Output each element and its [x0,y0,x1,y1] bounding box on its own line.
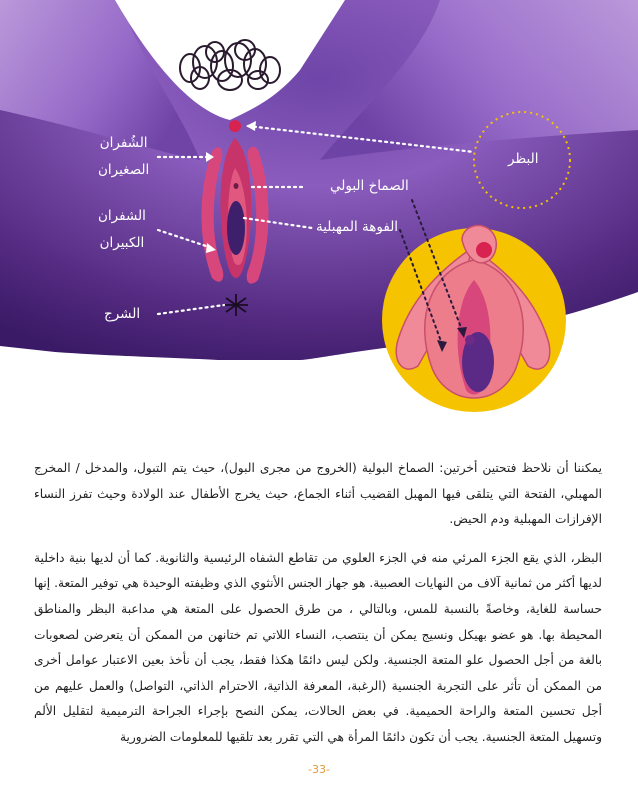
body-text [34,456,602,751]
page-number: -33- [308,763,330,776]
vaginal-opening-shape [227,201,245,255]
label-labia-majora-line1: الشفران [98,208,146,224]
label-labia-minora [98,130,149,184]
label-labia-minora-line1: الشُفران [99,135,148,151]
glans-inset [476,242,492,258]
label-vaginal-opening: الفوهة المهبلية [316,219,399,235]
label-urethral-opening: الصماخ البولي [330,178,409,194]
label-labia-minora-line2: الصغيران [98,162,150,178]
urethral-opening-shape [234,183,239,189]
clitoris-glans [229,120,241,132]
label-clitoris: البظر [508,151,539,167]
paragraph-1: يمكننا أن نلاحظ فتحتين أخرتين: الصماخ البولية (الخروج من مجرى البول)، حيث يتم التبول، والمدخل / المخرج المهبلي، الفتحة التي يتلقى فيها المهبل القضيب أثناء الجماع، حيث يخرج الأطفال عند الولادة وحيث تفرز النساء الإفرازات المهبلية ودم الحيض. [34,461,602,527]
urethral-opening-inset [465,335,475,345]
label-labia-majora [98,203,146,257]
paragraph-2: البظر، الذي يقع الجزء المرئي منه في الجزء العلوي من تقاطع الشفاه الرئيسية والثانوية. كما أن لديها بنية داخلية لديها أكثر من ثمانية آلاف من النهايات العصبية. هو جهاز الجنس الأنثوي الذي وظيفته الوحيدة هي توفير المتعة. إنها حساسة للغاية، وخاصةً بالنسبة للمس، وبالتالي ، من طرق الحصول على المتعة هي مداعبة البظر والمناطق المحيطة بها. هو عضو بهيكل ونسيج يمكن أن ينتصب، النساء اللاتي تم ختانهن من الممكن أن يتعرضن لصعوبات بالغة من أجل الحصول علو المتعة الجنسية. ولكن ليس دائمًا هكذا فقط، يجب أن نأخذ بعين الاعتبار عوامل أخرى من الممكن أن تأثر على التجربة الجنسية (الرغبة، المعرفة الذاتية، الاحترام الذاتي، التواصل) والعمل عليهم من أجل تحسين المتعة والراحة الحميمية. في بعض الحالات، يمكن النصح بإجراء الجراحة الترميمية لتقليل الألم وتسهيل المتعة الجنسية. يجب أن تكون دائمًا المرأة هي التي تقرر بعد تلقيها للمعلومات الضرورية [34,550,602,744]
label-perineum: الشرج [104,306,141,322]
label-labia-majora-line2: الكبيران [99,235,145,251]
